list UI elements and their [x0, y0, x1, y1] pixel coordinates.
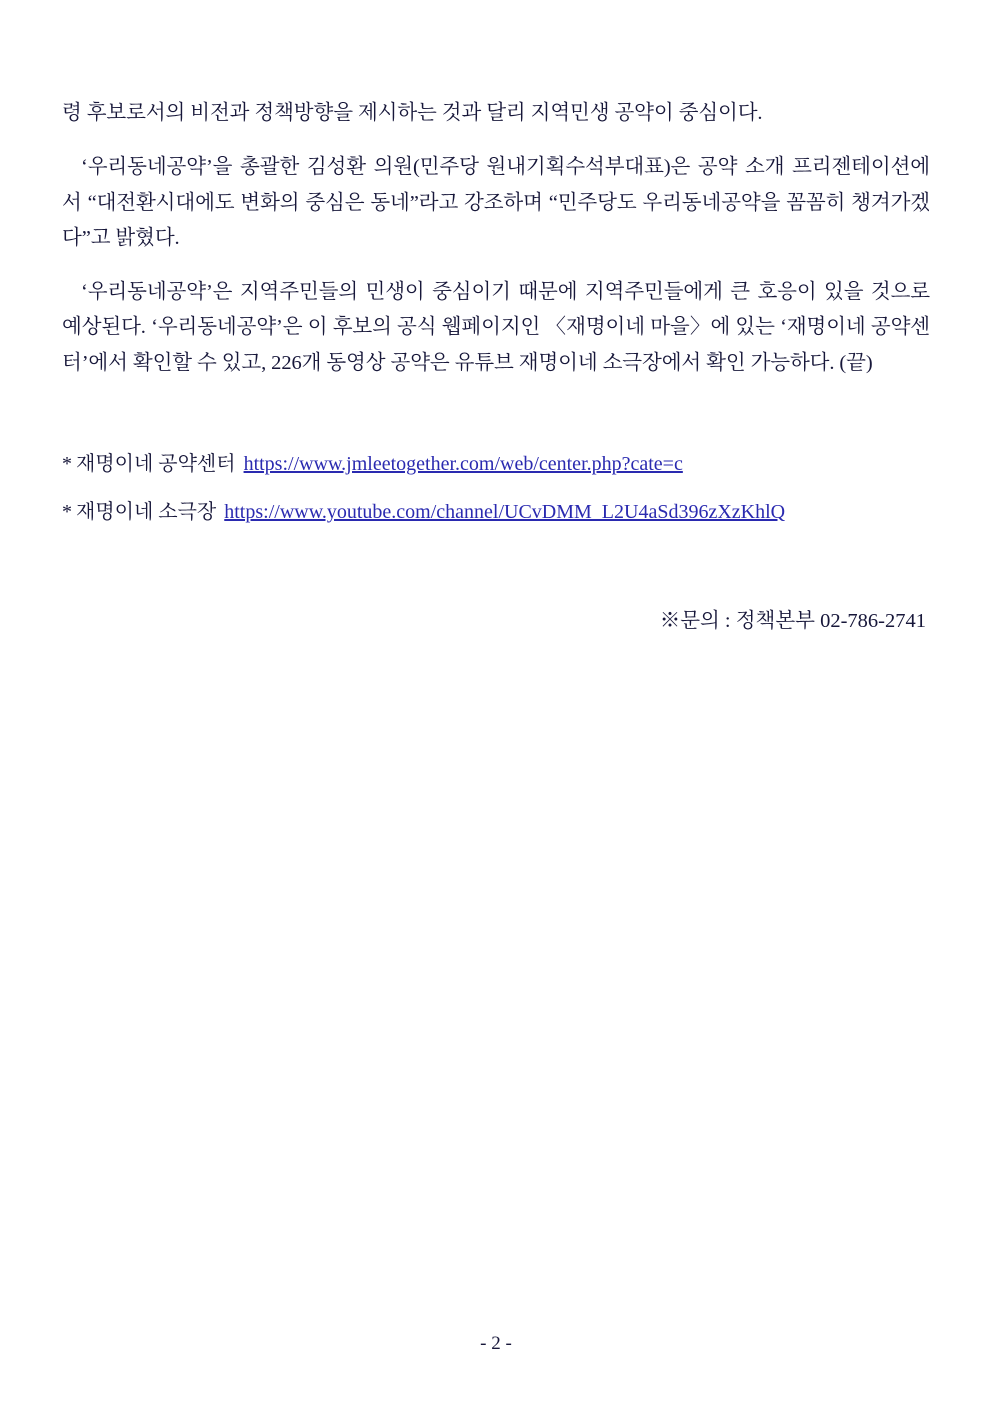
- link-bullet: *: [62, 500, 72, 523]
- link-label: 재명이네 공약센터: [76, 452, 236, 475]
- page-number: - 2 -: [480, 1333, 512, 1354]
- paragraph-continuation: 령 후보로서의 비전과 정책방향을 제시하는 것과 달리 지역민생 공약이 중심이다.: [62, 102, 763, 124]
- reference-links: [62, 445, 930, 531]
- contact-line: ※문의 : 정책본부 02-786-2741: [659, 609, 926, 632]
- paragraph-kim-sunghwan: ‘우리동네공약’을 총괄한 김성환 의원(민주당 원내기획수석부대표)은 공약 소개 프리젠테이션에서 “대전환시대에도 변화의 중심은 동네”라고 강조하며 “민주당도 우리동네공약을 꼼꼼히 챙겨가겠다”고 밝혔다.: [62, 156, 930, 249]
- link-url-youtube-channel[interactable]: https://www.youtube.com/channel/UCvDMM_L2U4aSd396zXzKhlQ: [224, 500, 786, 523]
- link-label: 재명이네 소극장: [76, 500, 217, 523]
- document-body: [62, 96, 930, 633]
- link-item: [62, 493, 930, 531]
- link-bullet: *: [62, 452, 72, 475]
- paragraph-pledge-info: ‘우리동네공약’은 지역주민들의 민생이 중심이기 때문에 지역주민들에게 큰 호응이 있을 것으로 예상된다. ‘우리동네공약’은 이 후보의 공식 웹페이지인 〈재명이네 마을〉에 있는 ‘재명이네 공약센터’에서 확인할 수 있고, 226개 동영상 공약은 유튜브 재명이네 소극장에서 확인 가능하다. (끝): [62, 281, 930, 374]
- link-url-pledge-center[interactable]: https://www.jmleetogether.com/web/center.php?cate=c: [243, 452, 683, 475]
- link-item: [62, 445, 930, 483]
